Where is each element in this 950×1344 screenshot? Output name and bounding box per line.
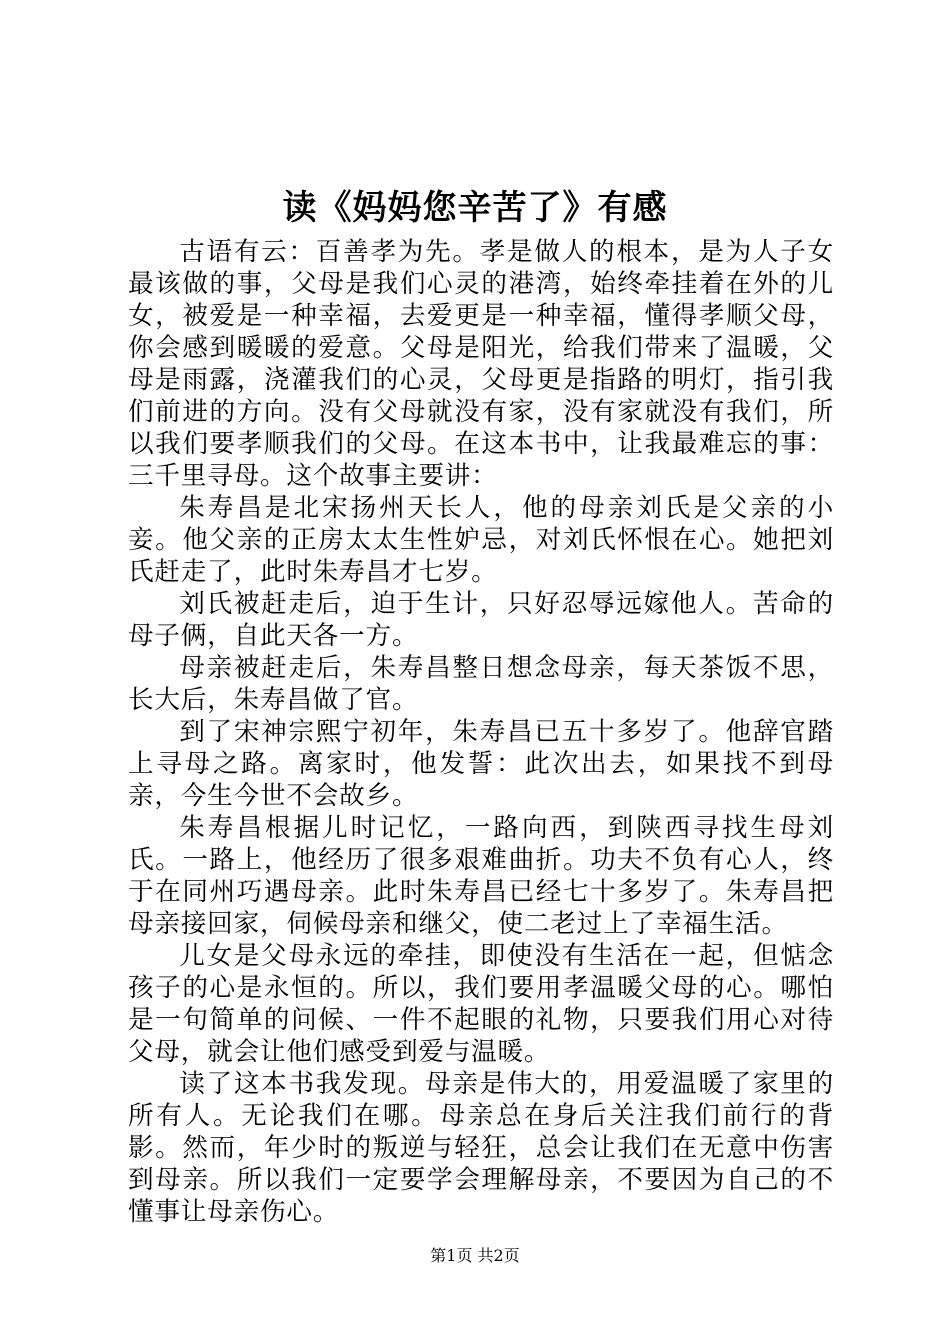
paragraph: 朱寿昌根据儿时记忆，一路向西，到陕西寻找生母刘氏。一路上，他经历了很多艰难曲折。功夫不负有心人，终于在同州巧遇母亲。此时朱寿昌已经七十多岁了。朱寿昌把母亲接回家，伺候母亲和继父，使二老过上了幸福生活。 (128, 813, 834, 939)
page-footer (0, 1244, 950, 1268)
paragraph: 读了这本书我发现。母亲是伟大的，用爱温暖了家里的所有人。无论我们在哪。母亲总在身后关注我们前行的背影。然而，年少时的叛逆与轻狂，总会让我们在无意中伤害到母亲。所以我们一定要学会理解母亲，不要因为自己的不懂事让母亲伤心。 (128, 1069, 834, 1227)
paragraph: 母亲被赶走后，朱寿昌整日想念母亲，每天茶饭不思，长大后，朱寿昌做了官。 (128, 653, 834, 715)
paragraph: 到了宋神宗熙宁初年，朱寿昌已五十多岁了。他辞官踏上寻母之路。离家时，他发誓：此次出去，如果找不到母亲，今生今世不会故乡。 (128, 717, 834, 811)
document-body (128, 236, 834, 1228)
paragraph: 朱寿昌是北宋扬州天长人，他的母亲刘氏是父亲的小妾。他父亲的正房太太生性妒忌，对刘氏怀恨在心。她把刘氏赶走了，此时朱寿昌才七岁。 (128, 493, 834, 587)
document-title: 读《妈妈您辛苦了》有感 (282, 188, 668, 228)
paragraph: 古语有云：百善孝为先。孝是做人的根本，是为人子女最该做的事，父母是我们心灵的港湾，始终牵挂着在外的儿女，被爱是一种幸福，去爱更是一种幸福，懂得孝顺父母，你会感到暖暖的爱意。父母是阳光，给我们带来了温暖，父母是雨露，浇灌我们的心灵，父母更是指路的明灯，指引我们前进的方向。没有父母就没有家，没有家就没有我们，所以我们要孝顺我们的父母。在这本书中，让我最难忘的事：三千里寻母。这个故事主要讲： (128, 237, 834, 491)
paragraph: 儿女是父母永远的牵挂，即使没有生活在一起，但惦念孩子的心是永恒的。所以，我们要用孝温暖父母的心。哪怕是一句简单的问候、一件不起眼的礼物，只要我们用心对待父母，就会让他们感受到爱与温暖。 (128, 941, 834, 1067)
paragraph: 刘氏被赶走后，迫于生计，只好忍辱远嫁他人。苦命的母子俩，自此天各一方。 (128, 589, 834, 651)
page-number: 第1页 (430, 1246, 473, 1265)
page-total: 共2页 (477, 1246, 520, 1265)
